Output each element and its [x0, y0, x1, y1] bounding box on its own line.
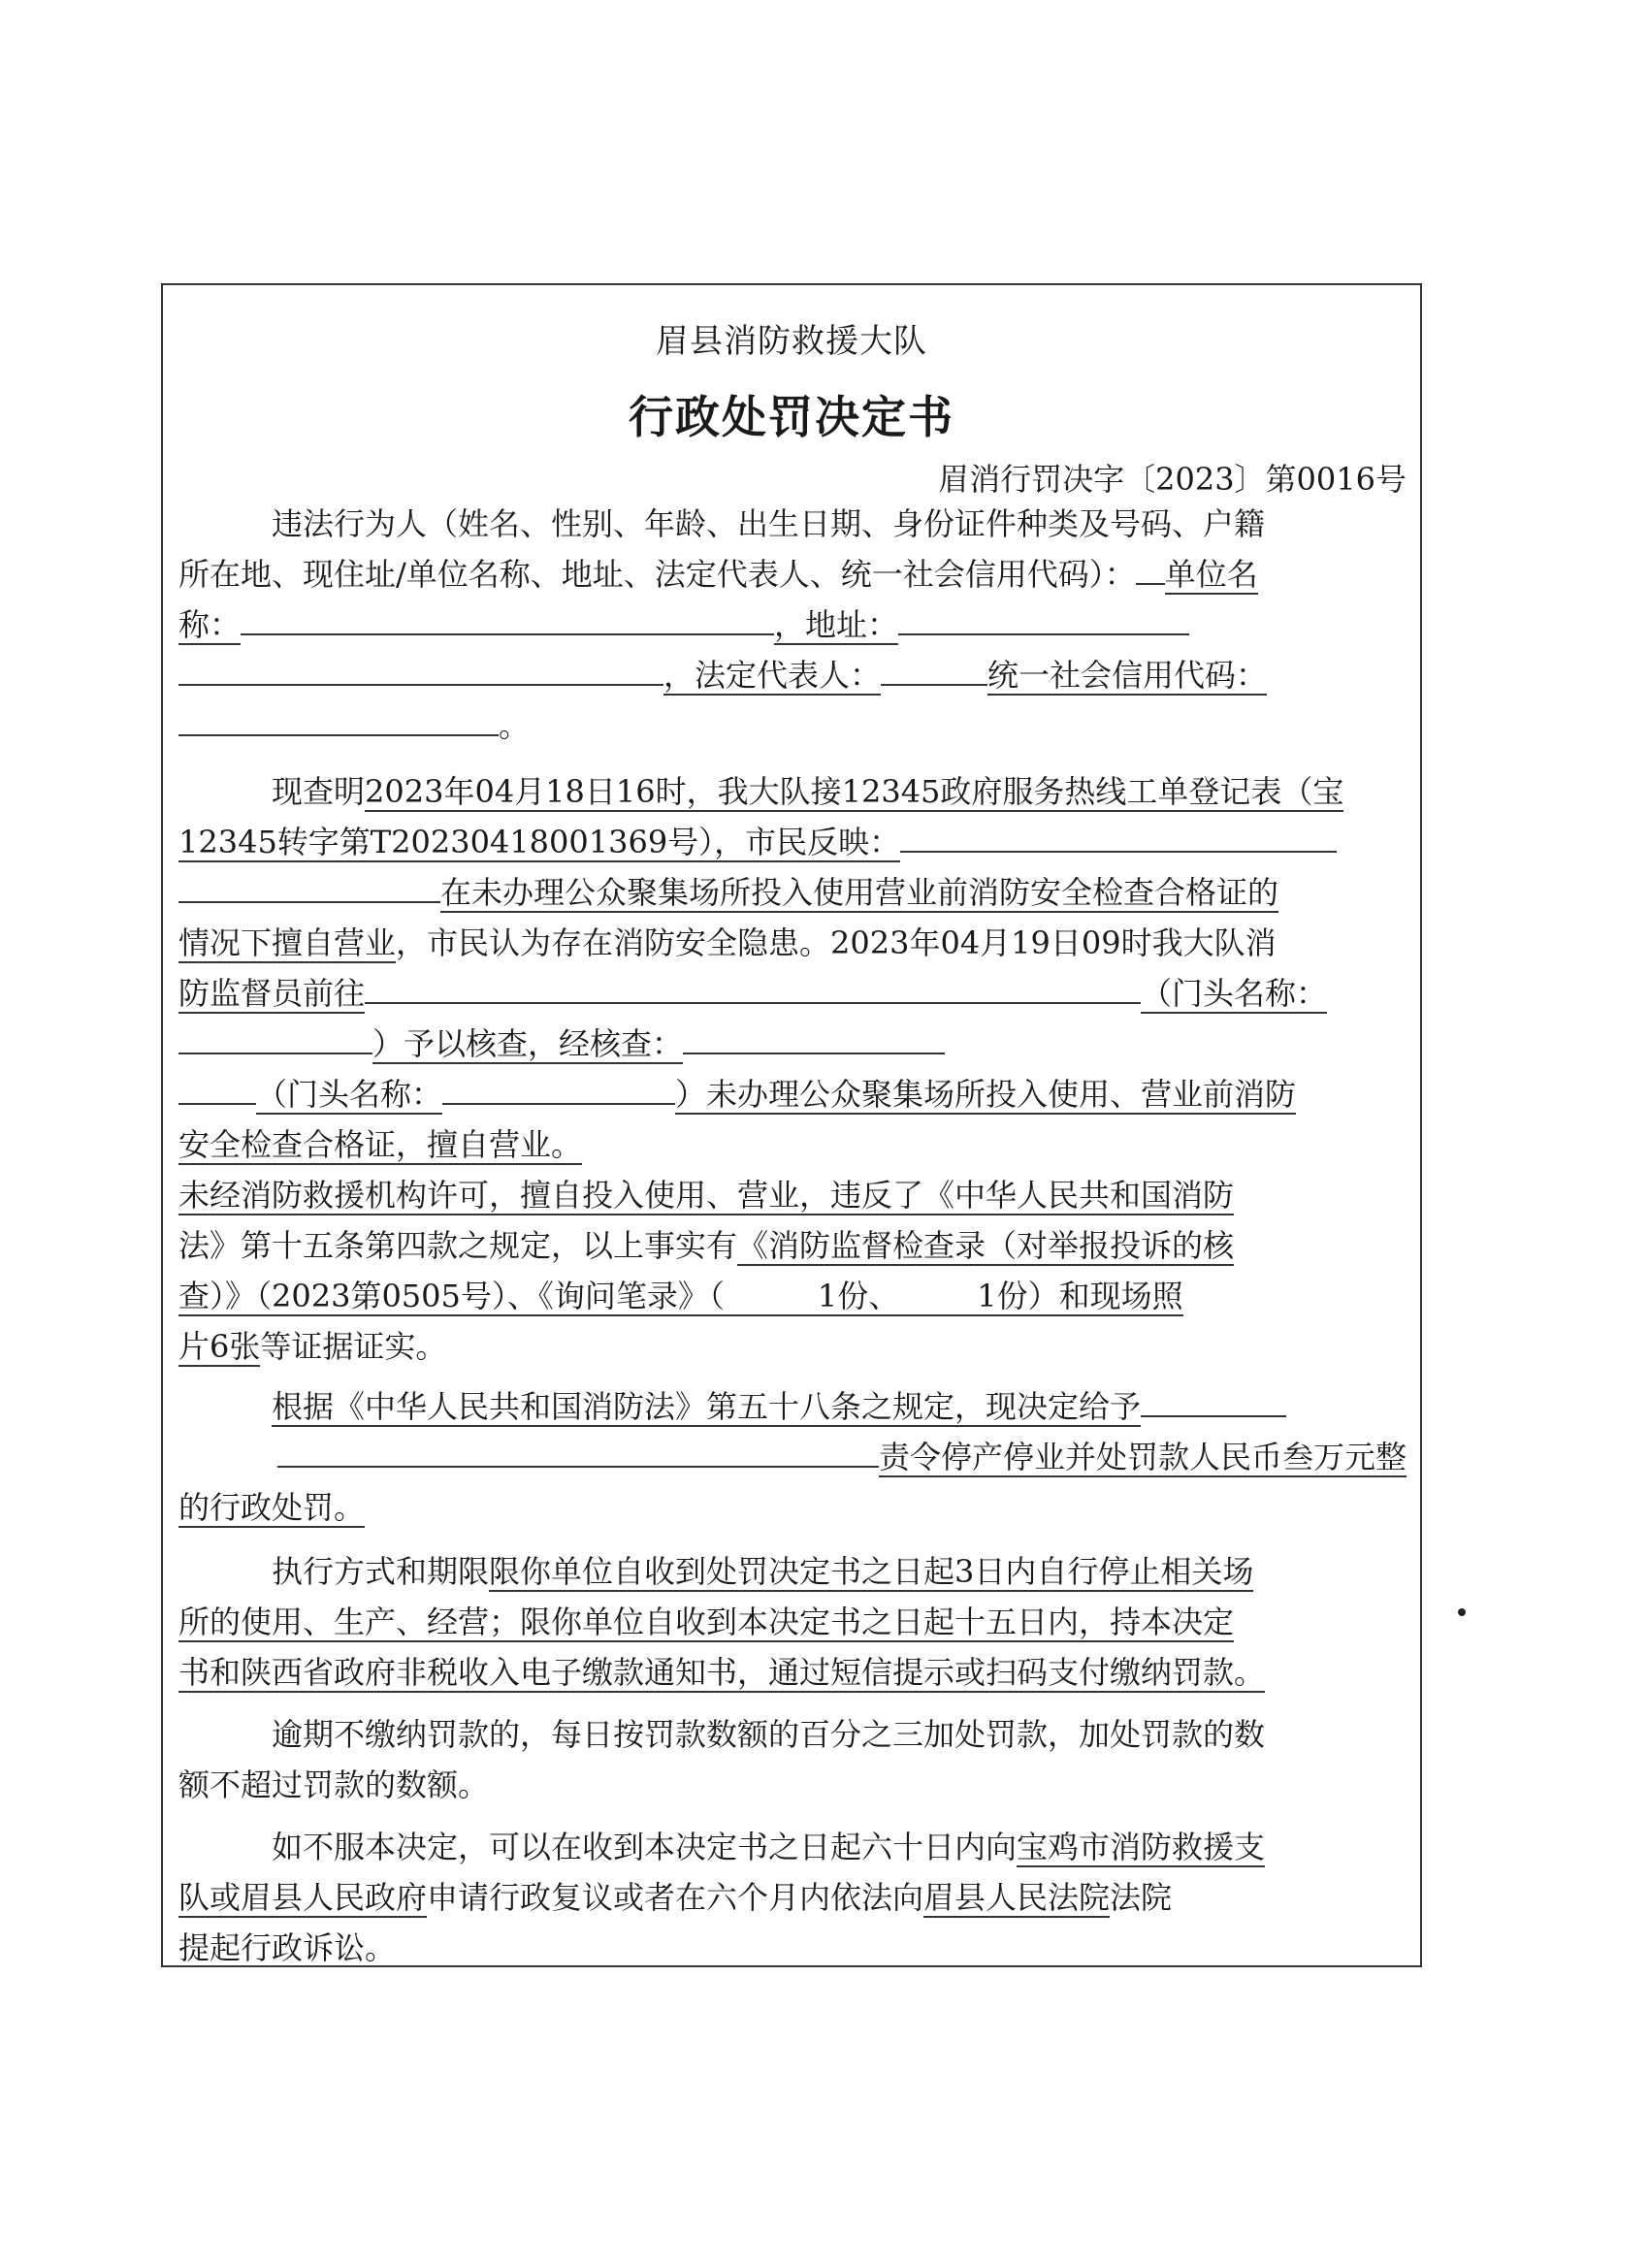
facts-line-8: 安全检查合格证，擅自营业。	[178, 1126, 583, 1163]
document-title: 行政处罚决定书	[629, 391, 954, 443]
facts-line-3: 在未办理公众聚集场所投入使用营业前消防安全检查合格证的	[178, 867, 1406, 918]
party-line-4: ，法定代表人： 统一社会信用代码：	[178, 650, 1406, 700]
party-line-3: 称： ，地址：	[178, 599, 1406, 650]
appeal-line-2: 队或眉县人民政府申请行政复议或者在六个月内依法向眉县人民法院法院	[178, 1879, 1173, 1916]
overdue-line-2: 额不超过罚款的数额。	[178, 1766, 490, 1803]
decision-line-3: 的行政处罚。	[178, 1489, 366, 1526]
execution-line-3: 书和陕西省政府非税收入电子缴款通知书，通过短信提示或扫码支付缴纳罚款。	[178, 1654, 1266, 1691]
overdue-line-1: 逾期不缴纳罚款的，每日按罚款数额的百分之三加处罚款，加处罚款的数	[272, 1716, 1266, 1753]
decision-line-2: 责令停产停业并处罚款人民币叁万元整	[178, 1432, 1406, 1482]
document-frame	[161, 283, 1422, 1967]
facts-line-10: 法》第十五条第四款之规定，以上事实有《消防监督检查录（对举报投诉的核	[178, 1227, 1235, 1264]
appeal-line-1: 如不服本决定，可以在收到本决定书之日起六十日内向宝鸡市消防救援支	[272, 1829, 1266, 1865]
scan-speck	[1458, 1608, 1466, 1616]
execution-line-1: 执行方式和期限限你单位自收到处罚决定书之日起3日内自行停止相关场	[272, 1553, 1254, 1590]
facts-line-2: 12345转字第T20230418001369号），市民反映：	[178, 817, 1406, 867]
decision-line-1: 根据《中华人民共和国消防法》第五十八条之规定，现决定给予	[178, 1381, 1406, 1432]
facts-line-5: 防监督员前往 （门头名称：	[178, 975, 1328, 1012]
document-number: 眉消行罚决字〔2023〕第0016号	[938, 461, 1406, 498]
party-line-5: 。	[178, 700, 1406, 751]
facts-line-9: 未经消防救援机构许可，擅自投入使用、营业，违反了《中华人民共和国消防	[178, 1177, 1235, 1214]
facts-line-4: 情况下擅自营业，市民认为存在消防安全隐患。2023年04月19日09时我大队消	[178, 924, 1277, 961]
party-line-1: 违法行为人（姓名、性别、年龄、出生日期、身份证件种类及号码、户籍	[272, 505, 1266, 542]
facts-line-11: 查）》（2023第0505号）、《询问笔录》（ 1份、 1份）和现场照	[178, 1278, 1183, 1314]
facts-line-7: （门头名称： ）未办理公众聚集场所投入使用、营业前消防	[178, 1069, 1406, 1119]
appeal-line-3: 提起行政诉讼。	[178, 1929, 397, 1966]
facts-line-12: 片6张等证据证实。	[178, 1328, 447, 1365]
facts-line-1: 现查明2023年04月18日16时，我大队接12345政府服务热线工单登记表（宝	[272, 773, 1344, 810]
execution-line-2: 所的使用、生产、经营；限你单位自收到本决定书之日起十五日内，持本决定	[178, 1604, 1235, 1640]
issuing-organization: 眉县消防救援大队	[656, 322, 927, 361]
party-line-2: 所在地、现住址/单位名称、地址、法定代表人、统一社会信用代码）： 单位名	[178, 556, 1258, 593]
facts-line-6: ）予以核查，经核查：	[178, 1019, 1406, 1069]
